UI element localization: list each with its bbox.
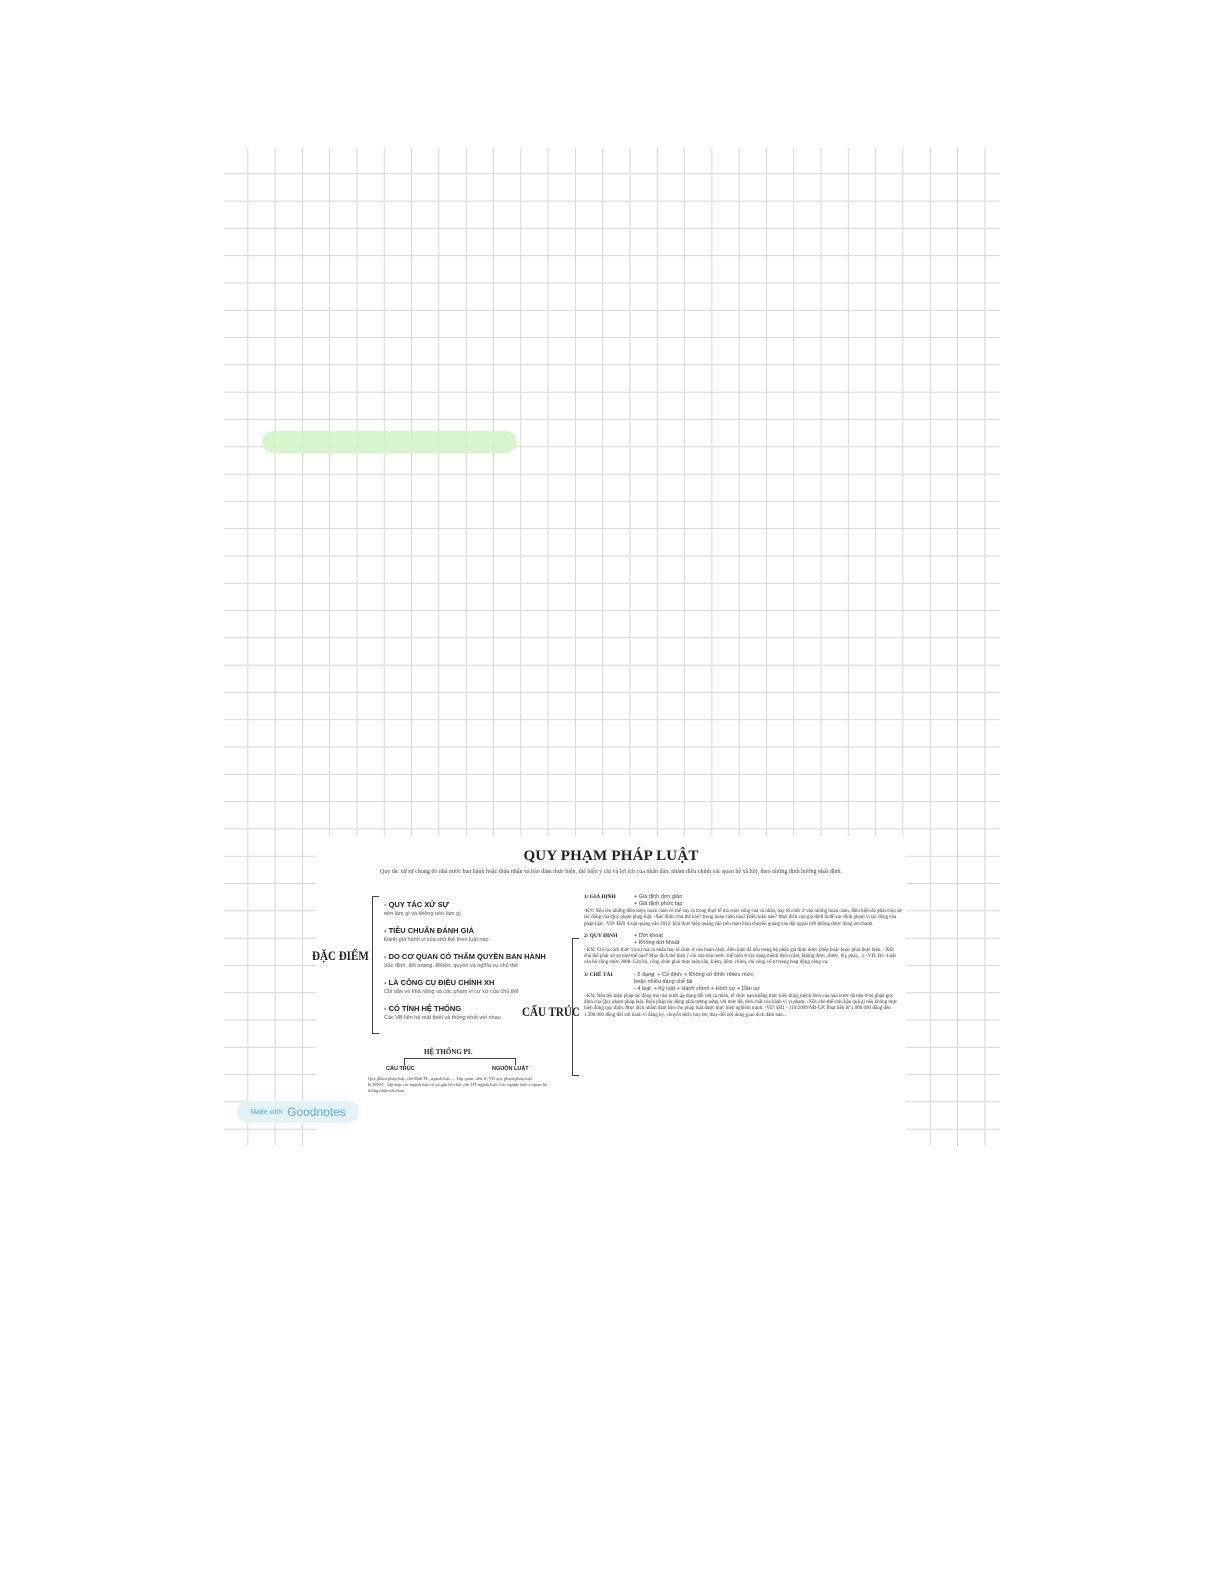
item-desc: Xác định, đối tượng, ĐKiện, quyền và nghĩa vụ chủ thể [384, 963, 518, 969]
section-sub: + Giả định đơn giản [634, 894, 683, 900]
section-sub: - 4 loại: + Kỷ luật + Hành chính + Hình sự + Dân sự [634, 985, 760, 992]
watermark-brand: Goodnotes [287, 1105, 346, 1119]
section-text: - KN: Nêu lên biện pháp tác động mà nhà nước áp dụng đối với cá nhân, tổ chức nào không thực hiện đúng mệnh lệnh của nhà nước đã nêu ở bộ phận quy định của Quy phạm pháp luật. Biện pháp tác động phải tương xứng với mức độ, tính chất của hành vi vi phạm. -XĐ: chủ thể chịu hậu quả gì nếu không thực hiện đúng quy định. Mục đích nhằm đảm bảo cho pháp luật được thực hiện nghiêm minh. -VD: Đ51 - 110/2009/NĐ-CP: Phạt tiền từ 1.000.000 đồng đến 1.500.000 đồng đối với hành vi đăng ký, chuyển dịch, hủy bỏ, thay đổi nội dung giao dịch đảm bảo... [584, 993, 898, 1018]
highlighter-stroke [262, 431, 517, 453]
section-che-tai [584, 972, 902, 1019]
structure-sections [584, 894, 902, 1024]
list-item [384, 926, 594, 943]
system-left-label: CẤU TRÚC [386, 1066, 415, 1072]
left-heading: ĐẶC ĐIỂM [312, 948, 369, 963]
item-title: - CÓ TÍNH HỆ THỐNG [384, 1004, 462, 1013]
section-label: 1/ GIẢ ĐỊNH [584, 894, 616, 900]
item-desc: Đánh giá hành vi của chủ thể theo luật nào [384, 937, 489, 943]
section-sub: + Giả định phức tạp [634, 901, 683, 907]
watermark-prefix: Made with [250, 1108, 283, 1116]
section-quy-dinh [584, 933, 902, 967]
item-desc: Các VB liên hệ mật thiết và thống nhất với nhau [384, 1015, 501, 1021]
item-desc: nên làm gì và không nên làm gì [384, 911, 461, 917]
list-item [384, 900, 594, 917]
system-title: HỆ THỐNG PL [424, 1048, 473, 1056]
item-title: - QUY TẮC XỬ SỰ [384, 900, 449, 909]
section-gia-dinh [584, 894, 902, 928]
section-sub: + Không dứt khoát [634, 939, 680, 946]
right-brace [572, 938, 579, 1076]
item-title: - TIÊU CHUẨN ĐÁNH GIÁ [384, 926, 474, 935]
right-heading: CẤU TRÚC [522, 1004, 580, 1019]
goodnotes-watermark [237, 1101, 359, 1123]
system-right-label: NGUỒN LUẬT [492, 1066, 529, 1072]
pasted-note-image [312, 836, 906, 1146]
item-title: - LÀ CÔNG CỤ ĐIỀU CHỈNH XH [384, 978, 495, 987]
system-branch-line [404, 1058, 516, 1065]
section-label: 2/ QUY ĐỊNH [584, 932, 618, 939]
section-text: - KN: Chỉ ra cách thức xử sự mà cá nhân hay tổ chức ở vào hoàn cảnh, điều kiện đã nêu trong bộ phận giả định được phép hoặc buộc phải thực hiện. - XĐ: chủ thể phải xử sự như thế nào? Mục đích thể hiện ý chí của nhà nước; thể hiện ở các dạng mệnh lệnh (cấm, không được, được, thì, phải,...). -VD: Đ3 -Luật cán bộ công chức 2008: Cán bộ, công chức phải thực hiện cần, kiệm, liêm, chính, chí công vô tư trong hoạt động công vụ. [584, 947, 896, 966]
section-sub: + Dứt khoát [634, 932, 663, 939]
note-title: QUY PHẠM PHÁP LUẬT [523, 848, 699, 864]
item-title: - DO CƠ QUAN CÓ THẨM QUYỀN BAN HÀNH [384, 952, 546, 961]
list-item [384, 952, 594, 969]
list-item [384, 978, 594, 995]
section-sub: - 2 dạng: + Cố định; + Không cố định: nhiều mức, [634, 971, 755, 978]
note-subtitle: Quy tắc xử sự chung do nhà nước ban hành hoặc thừa nhận và bảo đảm thực hiện, thể hiện ý chí và lợi ích của nhân dân, nhằm điều chỉnh các quan hệ xã hội, theo những định hướng nhất định. [380, 869, 842, 875]
left-brace [372, 896, 379, 1034]
section-label: 3/ CHẾ TÀI [584, 971, 613, 978]
system-text: Quy phạm pháp luật, chế định PL, ngành luật — Tập quán, tiền lệ, VB quy phạm pháp luật. K.TRÚC: Tập hợp các ngành luật có sự gắn bó chặt chẽ. HT ngành luật: Các ngành luật có quan hệ thống nhất với nhau. [368, 1076, 547, 1093]
item-desc: Chỉ dẫn về khả năng và các phạm vi cư xử của chủ thể [384, 989, 519, 995]
section-sub: hoặc nhiều dạng chế tài [634, 978, 693, 985]
section-text: -KN: Nêu lên những điều kiện, hoàn cảnh có thể xảy ra trong thực tế mà cuộc sống của cá nhân, hay tổ chức ở vào những hoàn cảnh, điều kiện đó phải chịu sự tác động của Quy phạm pháp luật. -Xác định: chủ thể nào? trong hoàn cảnh nào? Điều kiện nào? Mục đích của giả định là để xác định phạm vi tác động của pháp luật. -VD: Đ20 -Luật quảng cáo 2012: Khi thực hiện quảng cáo trên màn hình chuyên quảng cáo đặt ngoài trời không được dùng âm thanh. [584, 909, 902, 927]
